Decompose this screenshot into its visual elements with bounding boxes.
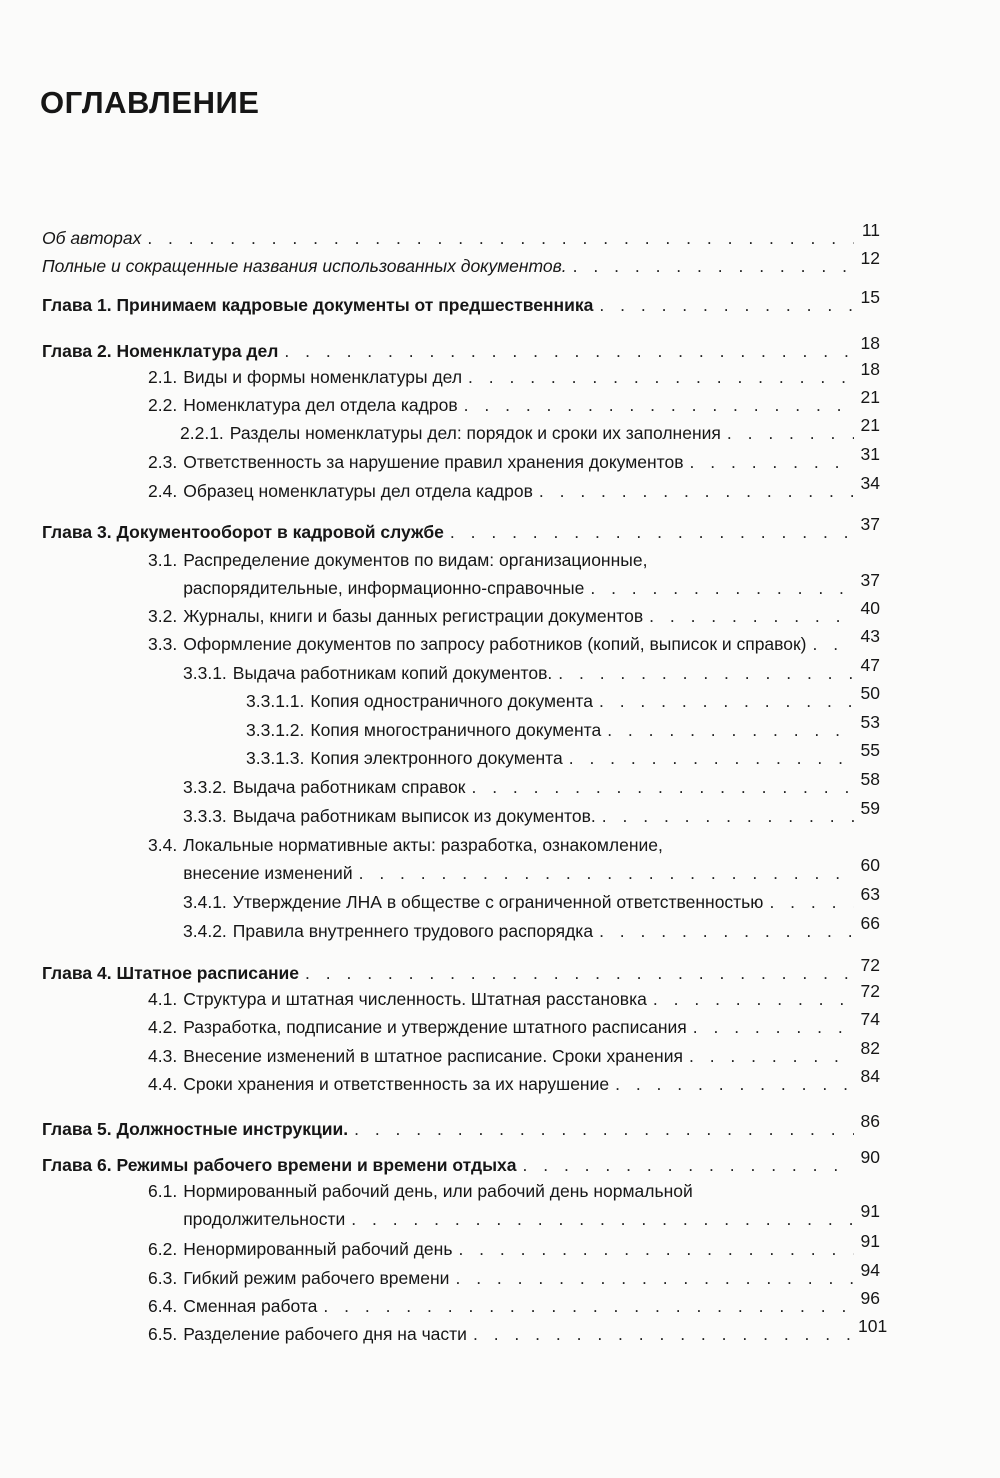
- toc-entry: [148, 1288, 880, 1317]
- toc-entry-number: 4.1.: [148, 989, 178, 1009]
- dot-leader: [599, 294, 854, 316]
- toc-page-number: 11: [861, 220, 880, 240]
- dot-leader: [471, 776, 854, 798]
- dot-leader: [727, 422, 854, 444]
- toc-entry-continuation: [183, 855, 880, 884]
- toc-entry: [246, 683, 880, 712]
- dot-leader: [653, 988, 854, 1010]
- toc-entry-number: 4.2.: [148, 1017, 178, 1037]
- toc-page-number: 90: [860, 1147, 880, 1167]
- dot-leader: [147, 227, 854, 249]
- toc-entry-label: Глава 5. Должностные инструкции.: [42, 1119, 349, 1139]
- toc-page-number: 86: [860, 1111, 880, 1131]
- toc-entry-label: Сроки хранения и ответственность за их нарушение: [183, 1074, 610, 1094]
- dot-leader: [607, 719, 854, 741]
- toc-entry-number: 6.3.: [148, 1268, 178, 1288]
- dot-leader: [305, 962, 854, 984]
- page-title: ОГЛАВЛЕНИЕ: [40, 85, 260, 120]
- dot-leader: [284, 340, 854, 362]
- toc-page-number: 37: [860, 514, 880, 534]
- toc-entry-number: 3.4.2.: [183, 921, 227, 941]
- toc-entry-label: Нормированный рабочий день, или рабочий день нормальной: [183, 1181, 693, 1201]
- toc-entry: [148, 444, 880, 473]
- toc-entry-label: Об авторах: [42, 228, 142, 248]
- toc-entry-number: 2.3.: [148, 452, 178, 472]
- toc-chapter-entry: [42, 287, 880, 316]
- toc-entry-number: 3.2.: [148, 606, 178, 626]
- dot-leader: [464, 394, 854, 416]
- toc-entry-label: Разделы номенклатуры дел: порядок и сроки их заполнения: [229, 423, 721, 443]
- dot-leader: [359, 862, 854, 884]
- toc-page-number: 94: [860, 1260, 880, 1280]
- toc-entry: [148, 387, 880, 416]
- dot-leader: [323, 1295, 854, 1317]
- toc-page-number: 59: [860, 798, 880, 818]
- toc-page-number: 72: [860, 981, 880, 1001]
- toc-page-number: 34: [860, 473, 880, 493]
- toc-entry-label: Разработка, подписание и утверждение штатного расписания: [183, 1017, 687, 1037]
- toc-entry: [148, 1009, 880, 1038]
- toc-entry-number: 3.3.1.1.: [246, 691, 305, 711]
- toc-page-number: 60: [860, 855, 880, 875]
- dot-leader: [458, 1238, 854, 1260]
- toc-entry-number: 3.4.: [148, 835, 178, 855]
- toc-entry: [246, 712, 880, 741]
- toc-entry-label: Глава 6. Режимы рабочего времени и времени отдыха: [42, 1155, 517, 1175]
- toc-page-number: 55: [860, 740, 880, 760]
- toc-page-number: 40: [860, 598, 880, 618]
- dot-leader: [689, 1045, 854, 1067]
- toc-entry: [148, 1231, 880, 1260]
- dot-leader: [473, 1323, 854, 1345]
- toc-entry-number: 3.3.: [148, 634, 178, 654]
- toc-entry-number: 6.2.: [148, 1239, 178, 1259]
- toc-entry-continuation: [183, 1201, 880, 1230]
- dot-leader: [599, 920, 854, 942]
- toc-entry: [42, 248, 880, 277]
- toc-entry-number: 3.3.1.3.: [246, 748, 305, 768]
- toc-page-number: 84: [860, 1066, 880, 1086]
- toc-entry-label: Оформление документов по запросу работников (копий, выписок и справок): [183, 634, 807, 654]
- dot-leader: [450, 521, 854, 543]
- toc-page-number: 91: [860, 1201, 880, 1221]
- toc-entry-label-continuation: внесение изменений: [183, 863, 353, 883]
- toc-entry-label: Выдача работникам справок: [232, 777, 466, 797]
- toc-page-number: 47: [860, 655, 880, 675]
- toc-entry-label: Копия электронного документа: [310, 748, 563, 768]
- toc-entry: [183, 655, 880, 684]
- toc-page-number: 31: [860, 444, 880, 464]
- toc-entry-label-continuation: распорядительные, информационно-справочные: [183, 578, 585, 598]
- toc-entry: [148, 1038, 880, 1067]
- toc-entry: [183, 913, 880, 942]
- toc-entry: [148, 598, 880, 627]
- toc-entry-label: Журналы, книги и базы данных регистрации документов: [183, 606, 644, 626]
- toc-entry-number: 3.3.3.: [183, 806, 227, 826]
- toc-entry-label: Утверждение ЛНА в обществе с ограниченной ответственностью: [232, 892, 764, 912]
- toc-entry: [183, 798, 880, 827]
- toc-page-number: 21: [860, 387, 880, 407]
- toc-entry-number: 6.5.: [148, 1324, 178, 1344]
- toc-chapter-entry: [42, 514, 880, 543]
- toc-entry-number: 3.3.1.: [183, 663, 227, 683]
- toc-entry-label: Сменная работа: [183, 1296, 318, 1316]
- toc-chapter-entry: [42, 1111, 880, 1140]
- toc-entry: [148, 549, 647, 571]
- toc-page-number: 82: [860, 1038, 880, 1058]
- toc-entry: [148, 834, 663, 856]
- toc-entry-label: Гибкий режим рабочего времени: [183, 1268, 450, 1288]
- toc-entry-label: Копия многостраничного документа: [310, 720, 602, 740]
- dot-leader: [615, 1073, 854, 1095]
- toc-page-number: 72: [860, 955, 880, 975]
- toc-entry-number: 2.2.: [148, 395, 178, 415]
- toc-page-number: 53: [860, 712, 880, 732]
- toc-entry-number: 6.4.: [148, 1296, 178, 1316]
- toc-chapter-entry: [42, 333, 880, 362]
- toc-entry-number: 3.4.1.: [183, 892, 227, 912]
- toc-page-number: 18: [860, 359, 880, 379]
- toc-entry: [148, 1180, 693, 1202]
- toc-entry-label: Правила внутреннего трудового распорядка: [232, 921, 594, 941]
- toc-entry: [148, 626, 880, 655]
- toc-entry-label: Локальные нормативные акты: разработка, ознакомление,: [183, 835, 663, 855]
- toc-entry-number: 4.3.: [148, 1046, 178, 1066]
- toc-entry-number: 3.3.1.2.: [246, 720, 305, 740]
- dot-leader: [693, 1016, 854, 1038]
- dot-leader: [649, 605, 854, 627]
- toc-entry: [148, 1316, 888, 1345]
- dot-leader: [690, 451, 854, 473]
- toc-entry-label: Выдача работникам копий документов.: [232, 663, 553, 683]
- toc-entry-label: Структура и штатная численность. Штатная расстановка: [183, 989, 647, 1009]
- toc-entry-label: Образец номенклатуры дел отдела кадров: [183, 481, 533, 501]
- toc-entry-label: Копия одностраничного документа: [310, 691, 593, 711]
- toc-entry: [246, 740, 880, 769]
- toc-entry-label: Глава 2. Номенклатура дел: [42, 341, 279, 361]
- toc-page-number: 74: [860, 1009, 880, 1029]
- toc-entry-label: Распределение документов по видам: организационные,: [183, 550, 648, 570]
- toc-page-number: 43: [860, 626, 880, 646]
- toc-entry-label-continuation: продолжительности: [183, 1209, 346, 1229]
- toc-entry-label: Выдача работникам выписок из документов.: [232, 806, 596, 826]
- dot-leader: [523, 1154, 855, 1176]
- toc-chapter-entry: [42, 955, 880, 984]
- dot-leader: [590, 577, 854, 599]
- toc-entry-number: 2.4.: [148, 481, 178, 501]
- toc-entry-label: Номенклатура дел отдела кадров: [183, 395, 458, 415]
- toc-entry-label: Внесение изменений в штатное расписание. Сроки хранения: [183, 1046, 683, 1066]
- dot-leader: [558, 662, 854, 684]
- toc-entry-label: Виды и формы номенклатуры дел: [183, 367, 463, 387]
- toc-entry: [148, 1260, 880, 1289]
- toc-page-number: 63: [860, 884, 880, 904]
- toc-entry: [183, 769, 880, 798]
- toc-page-number: 18: [860, 333, 880, 353]
- dot-leader: [351, 1208, 854, 1230]
- toc-entry: [148, 981, 880, 1010]
- toc-entry-label: Полные и сокращенные названия использованных документов.: [42, 256, 567, 276]
- dot-leader: [539, 480, 854, 502]
- toc-entry-number: 2.2.1.: [180, 423, 224, 443]
- toc-entry-label: Разделение рабочего дня на части: [183, 1324, 467, 1344]
- toc-entry-label: Глава 3. Документооборот в кадровой службе: [42, 522, 444, 542]
- toc-page-number: 58: [860, 769, 880, 789]
- toc-page-number: 21: [860, 415, 880, 435]
- dot-leader: [769, 891, 854, 913]
- toc-page-number: 12: [860, 248, 880, 268]
- dot-leader: [468, 366, 854, 388]
- toc-entry-number: 3.3.2.: [183, 777, 227, 797]
- toc-entry: [148, 473, 880, 502]
- toc-page-number: 101: [858, 1316, 888, 1336]
- toc-entry-label: Ненормированный рабочий день: [183, 1239, 453, 1259]
- dot-leader: [812, 633, 854, 655]
- dot-leader: [354, 1118, 854, 1140]
- toc-page-number: 15: [860, 287, 880, 307]
- dot-leader: [602, 805, 854, 827]
- toc-entry-number: 6.1.: [148, 1181, 178, 1201]
- dot-leader: [569, 747, 854, 769]
- toc-entry: [148, 1066, 880, 1095]
- toc-entry-number: 3.1.: [148, 550, 178, 570]
- toc-entry: [148, 359, 880, 388]
- toc-entry-label: Глава 4. Штатное расписание: [42, 963, 300, 983]
- toc-chapter-entry: [42, 1147, 880, 1176]
- toc-entry-number: 2.1.: [148, 367, 178, 387]
- toc-entry: [180, 415, 880, 444]
- toc-page-number: 50: [860, 683, 880, 703]
- dot-leader: [455, 1267, 854, 1289]
- dot-leader: [573, 255, 854, 277]
- toc-entry-label: Ответственность за нарушение правил хранения документов: [183, 452, 684, 472]
- toc-entry: [183, 884, 880, 913]
- toc-entry-continuation: [183, 570, 880, 599]
- toc-page-number: 91: [860, 1231, 880, 1251]
- toc-page-number: 96: [860, 1288, 880, 1308]
- toc-entry: [42, 220, 880, 249]
- dot-leader: [599, 690, 854, 712]
- toc-entry-number: 4.4.: [148, 1074, 178, 1094]
- toc-page-number: 66: [860, 913, 880, 933]
- toc-page-number: 37: [860, 570, 880, 590]
- toc-entry-label: Глава 1. Принимаем кадровые документы от предшественника: [42, 295, 594, 315]
